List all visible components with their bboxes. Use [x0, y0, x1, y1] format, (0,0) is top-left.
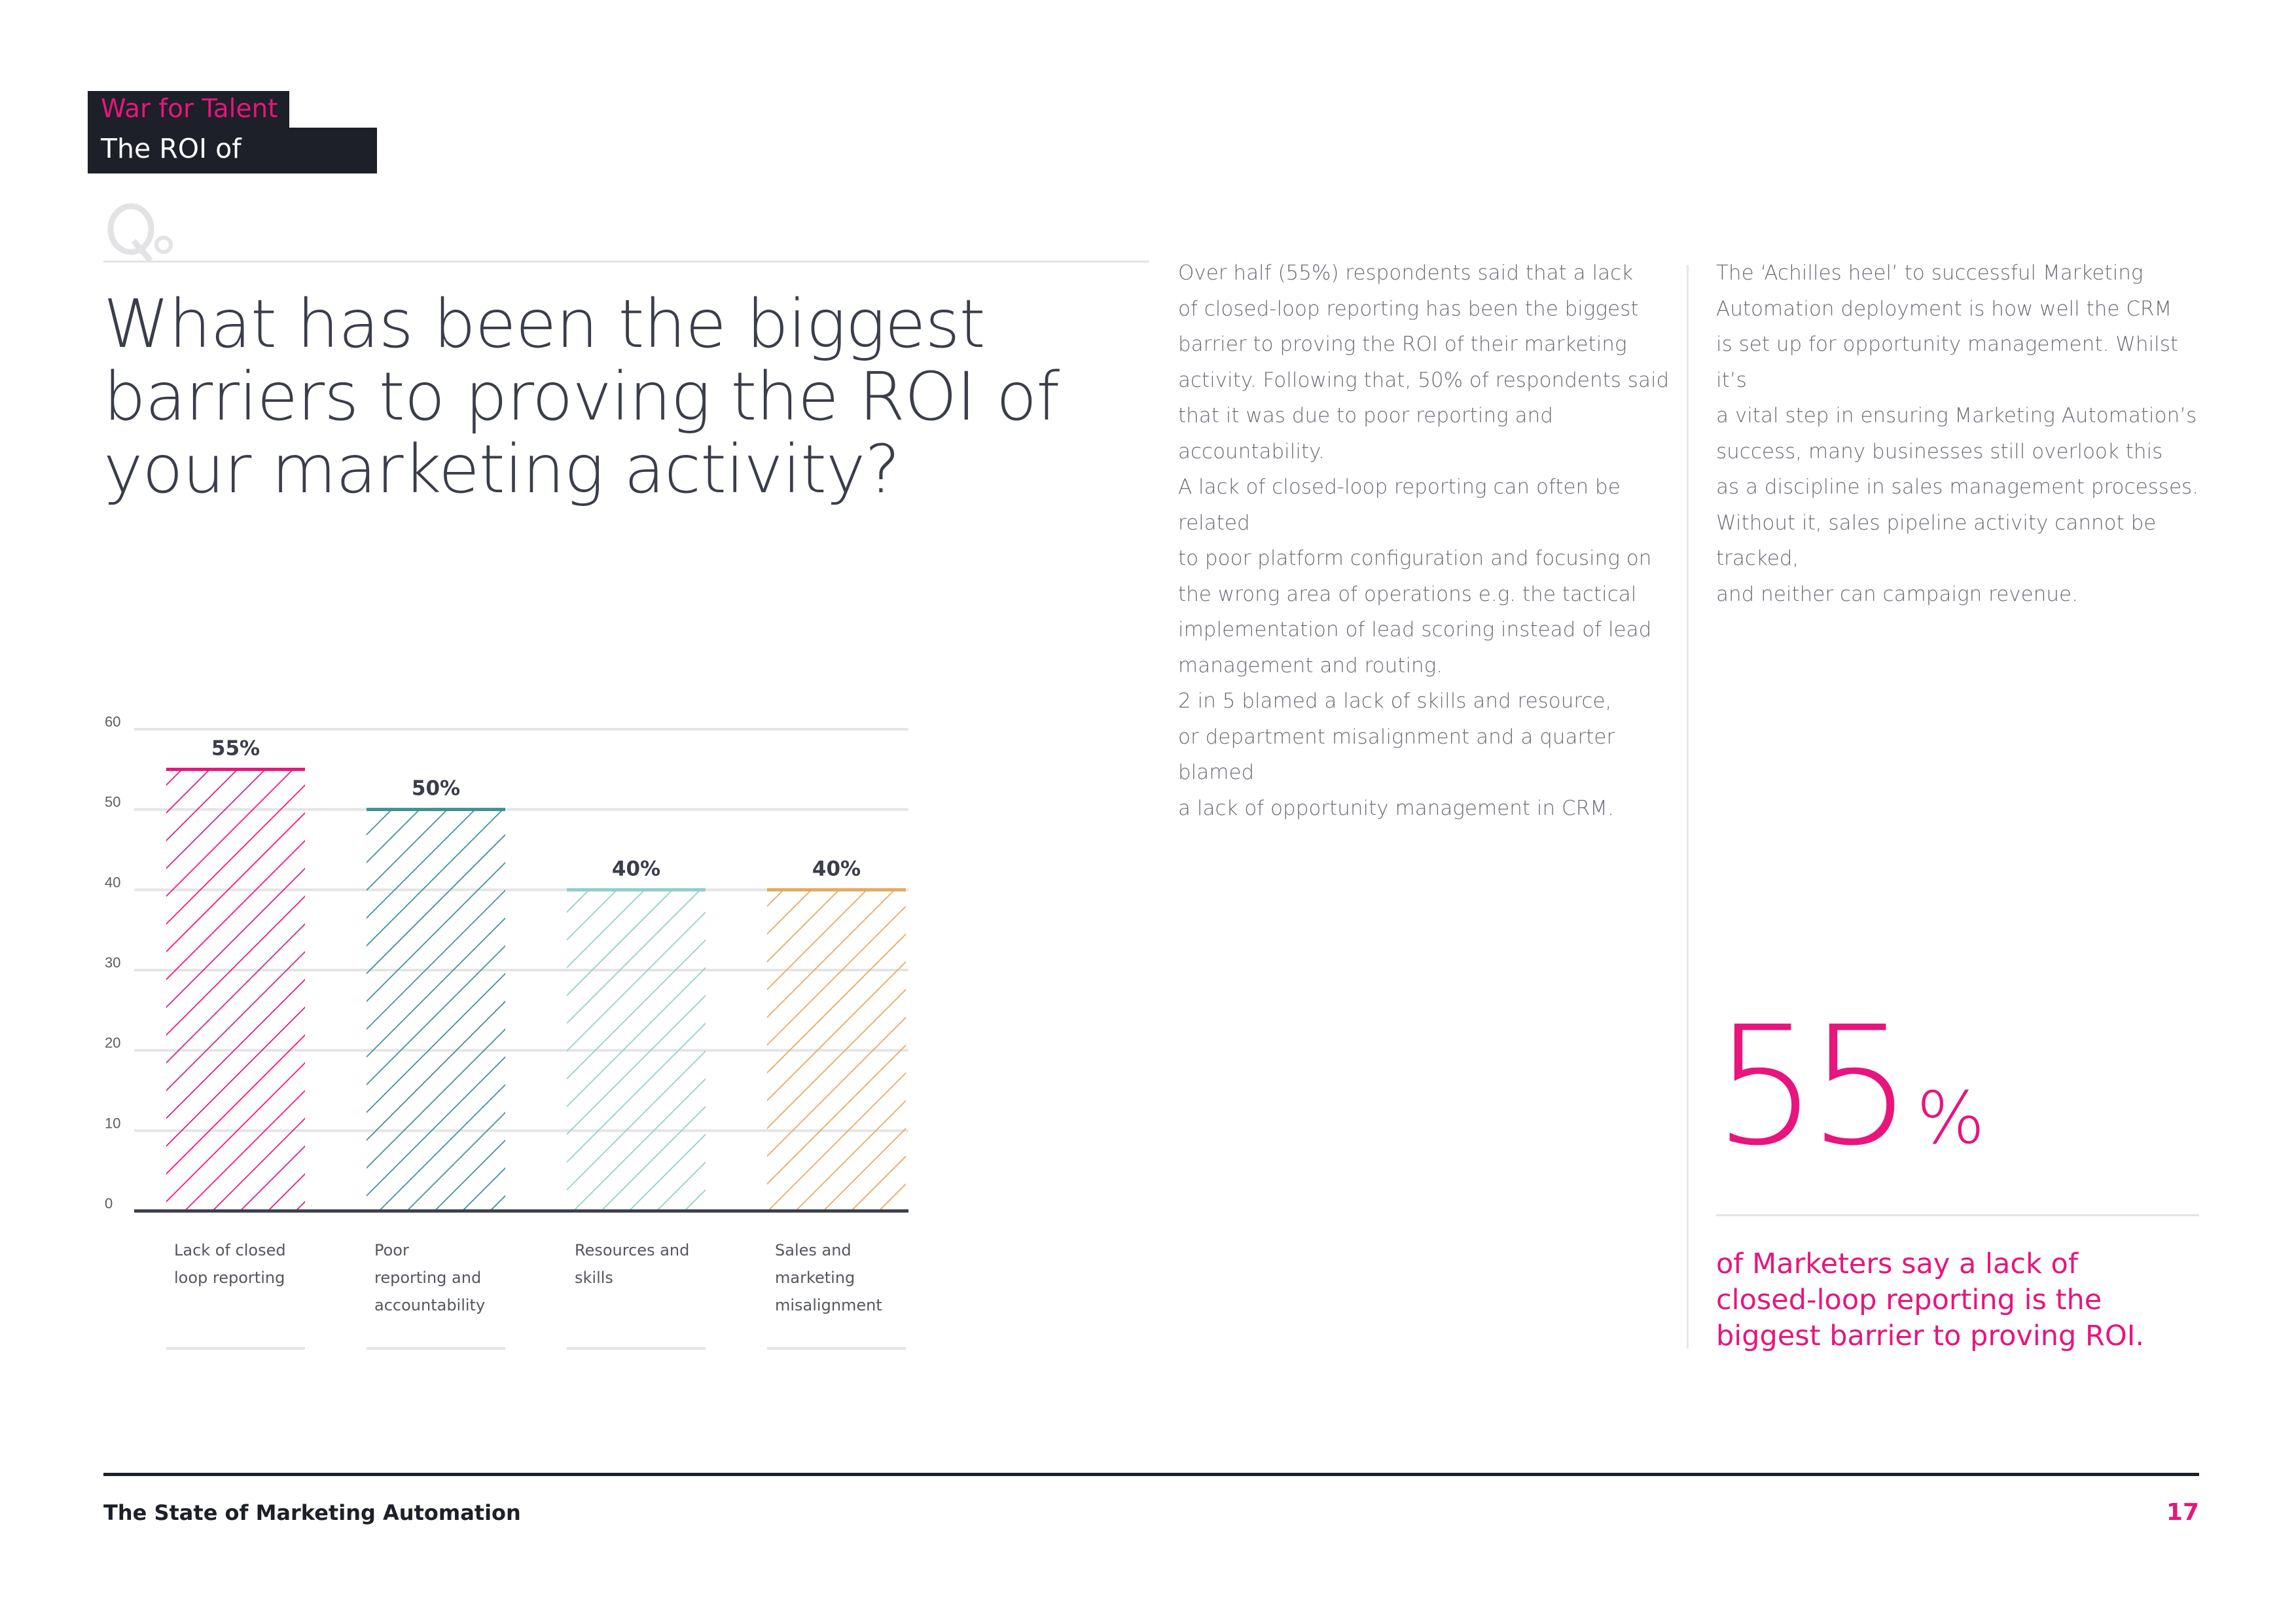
y-tick-label: 20	[105, 1034, 121, 1051]
data-label: 40%	[611, 857, 661, 881]
question-divider	[103, 261, 1149, 262]
bar-chart	[98, 713, 923, 1368]
data-label: 40%	[812, 857, 861, 881]
data-label: 55%	[211, 736, 260, 761]
page-number: 17	[2166, 1499, 2199, 1526]
y-tick-label: 0	[105, 1195, 113, 1212]
y-tick-label: 30	[105, 954, 121, 971]
body-paragraph-3: 2 in 5 blamed a lack of skills and resource, or department misalignment and a quarter blamed a lack of opportunity management in CRM.	[1178, 689, 1615, 820]
footer-divider	[103, 1473, 2199, 1476]
bar	[567, 890, 706, 1211]
body-paragraph-4: The ‘Achilles heel’ to successful Marketing Automation deployment is how well the CRM is set up for opportunity management. Whilst it’s a vital step in ensuring Marketing Automation’s success, many businesses still overlook this as a discipline in sales management processes. Without it, sales pipeline activity cannot be tracked, and neither can campaign revenue.	[1716, 261, 2199, 606]
bar	[767, 890, 906, 1211]
body-paragraph-1: Over half (55%) respondents said that a lack of closed-loop reporting has been the biggest barrier to proving the ROI of their marketing activity. Following that, 50% of respondents said that it was due to poor reporting and accountability.	[1178, 261, 1670, 463]
bar	[367, 810, 505, 1211]
category-label: Poor	[374, 1241, 409, 1259]
category-label: Lack of closed	[174, 1241, 286, 1259]
y-tick-label: 40	[105, 874, 121, 891]
body-paragraph-2: A lack of closed-loop reporting can often be related to poor platform configuration and focusing on the wrong area of operations e.g. the tactical implementation of lead scoring instead of lead management and routing.	[1178, 475, 1652, 677]
section-label: War for Talent	[88, 91, 289, 128]
stat-unit: %	[1916, 1076, 1985, 1160]
category-label: accountability	[374, 1296, 486, 1314]
column-divider	[1687, 265, 1689, 1348]
footer-title: The State of Marketing Automation	[103, 1500, 521, 1525]
y-tick-label: 60	[105, 713, 121, 730]
bar	[166, 769, 305, 1211]
highlight-stat	[1713, 988, 1985, 1185]
y-tick-label: 50	[105, 793, 121, 810]
stat-caption: of Marketers say a lack of closed-loop reporting is the biggest barrier to proving ROI.	[1716, 1248, 2145, 1352]
stat-divider	[1716, 1214, 2199, 1216]
category-label: Resources and	[575, 1241, 690, 1259]
category-label: Sales and	[775, 1241, 852, 1259]
q-speech-bubble-icon	[103, 203, 175, 266]
category-label: loop reporting	[174, 1269, 285, 1287]
category-label: misalignment	[775, 1296, 882, 1314]
page-title: What has been the biggest barriers to proving the ROI of your marketing activity?	[103, 285, 1060, 509]
category-label: skills	[575, 1269, 613, 1287]
y-tick-label: 10	[105, 1115, 121, 1132]
data-label: 50%	[411, 776, 461, 801]
category-label: marketing	[775, 1269, 855, 1287]
subsection-label: The ROI of Marketing	[88, 128, 377, 173]
category-label: reporting and	[374, 1269, 482, 1287]
stat-number: 55	[1713, 991, 1904, 1182]
